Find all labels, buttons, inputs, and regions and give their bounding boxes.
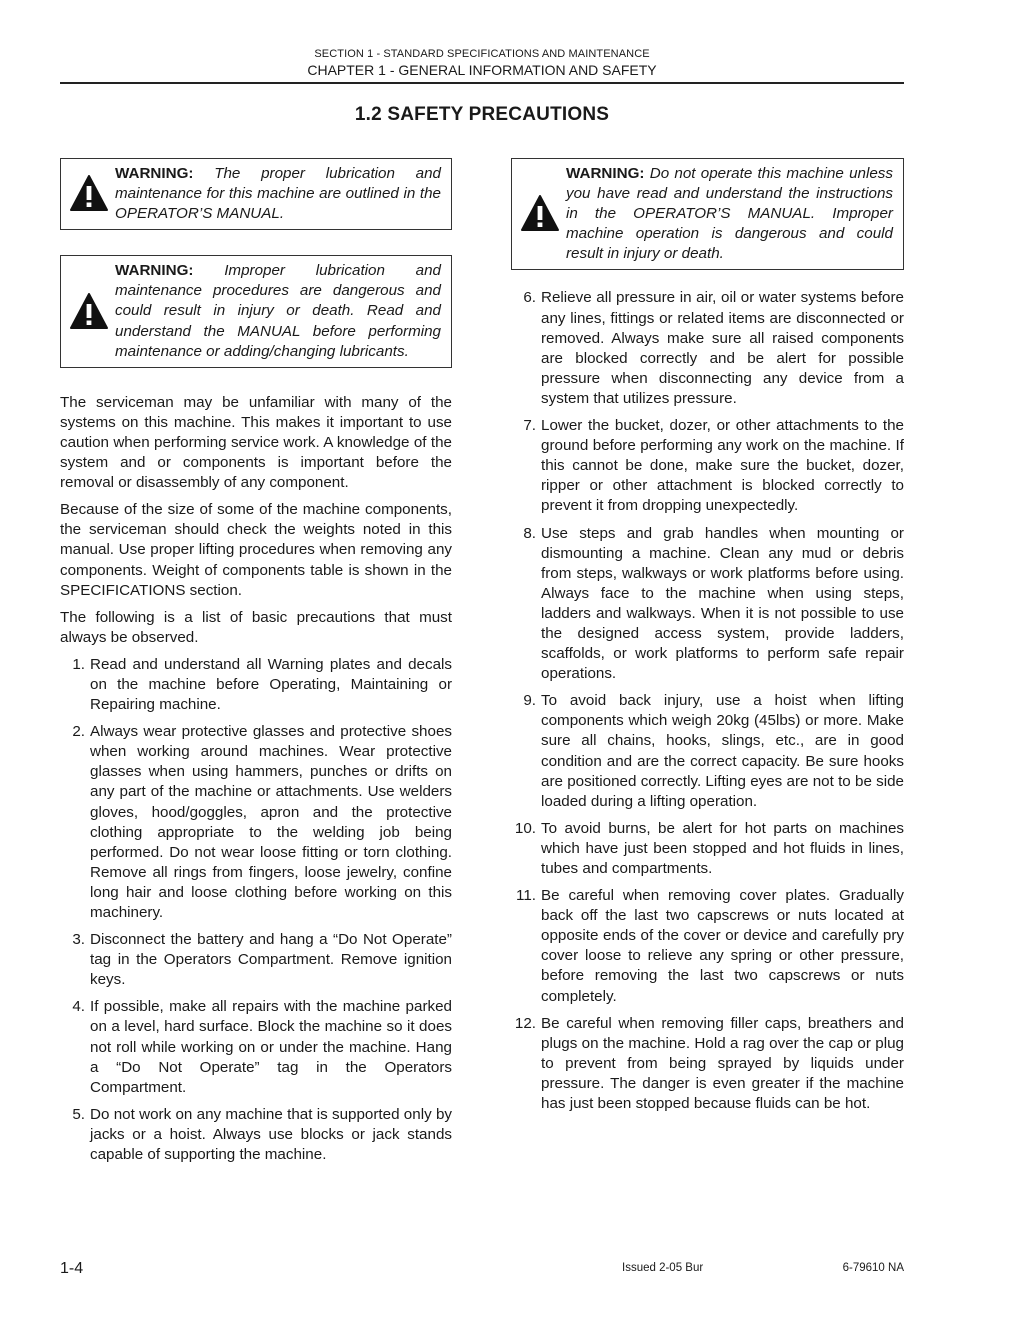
document-number: 6-79610 NA [842,1262,904,1274]
list-item-number: 11. [516,887,536,905]
list-item [60,1105,452,1165]
list-intro-paragraph: The following is a list of basic precautions that must always be observed. [60,608,452,646]
list-item-text: Disconnect the battery and hang a “Do Not Operate” tag in the Operators Compartment. Remove ignition keys. [90,931,452,989]
list-item [511,1014,904,1114]
warning-body: Do not operate this machine unless you have read and understand the instructions in the OPERATOR’S MANUAL. Improper machine operation is dangerous and could result in injury or death. [566,165,893,263]
list-item-text: Do not work on any machine that is supported only by jacks or a hoist. Always use blocks or jack stands capable of supporting the machine. [90,1105,452,1164]
list-item [511,288,904,409]
list-item [511,886,904,1007]
list-item-number: 3. [72,931,85,949]
weights-paragraph: Because of the size of some of the machine components, the serviceman should check the weights noted in this manual. Use proper lifting procedures when removing any components. Weight of components table is shown in the SPECIFICATIONS section. [60,501,452,599]
warning-triangle-icon [69,174,109,212]
warning-text [115,164,441,224]
list-item-number: 6. [523,289,536,307]
warning-box-improper-lubrication [60,255,452,367]
list-item [511,524,904,685]
list-item-text: Lower the bucket, dozer, or other attachments to the ground before performing any work on the machine. If this cannot be done, make sure the bucket, dozer, ripper or other attachment is blocked correctly to prevent it from dropping unexpectedly. [541,417,904,515]
warning-text [115,261,441,361]
right-column [511,158,904,1121]
header-chapter: CHAPTER 1 - GENERAL INFORMATION AND SAFETY [307,62,657,78]
warning-body: Improper lubrication and maintenance procedures are dangerous and could result in injury or death. Read and understand the MANUAL before performing maintenance or adding/changing lubricants. [115,262,441,360]
warning-text [566,164,893,264]
precautions-list-left [60,655,452,1165]
list-item-number: 4. [72,998,85,1016]
warning-label: WARNING: [115,262,194,280]
list-item [511,819,904,879]
warning-box-lubrication [60,158,452,230]
precautions-list-right [511,288,904,1114]
page-title: 1.2 SAFETY PRECAUTIONS [354,104,610,125]
list-item-number: 8. [523,524,536,542]
list-item-number: 7. [523,417,536,435]
warning-body: The proper lubrication and maintenance for this machine are outlined in the OPERATOR’S MANUAL. [115,165,441,223]
list-item-number: 1. [72,655,85,673]
list-item [511,416,904,516]
list-item-text: Read and understand all Warning plates and decals on the machine before Operating, Maintaining or Repairing machine. [90,655,452,714]
list-item-text: To avoid back injury, use a hoist when lifting components which weigh 20kg (45lbs) or more. Make sure all chains, hooks, slings, etc., are in good condition and are the correct capacity. Be sure hooks are positioned correctly. Lifting eyes are not to be side loaded during a lifting operation. [541,692,904,810]
list-item [511,691,904,812]
left-column [60,158,452,1172]
list-item [60,997,452,1097]
list-item-text: If possible, make all repairs with the machine parked on a level, hard surface. Block the machine so it does not roll while working on or under the machine. Hang a “Do Not Operate” tag in the Operators Compartment. [90,998,452,1096]
warning-box-operation [511,158,904,270]
page-number: 1-4 [60,1260,84,1277]
list-item [60,930,452,990]
header-section: SECTION 1 - STANDARD SPECIFICATIONS AND MAINTENANCE [314,48,650,60]
list-item [60,655,452,715]
list-item-number: 2. [72,723,85,741]
list-item-text: Use steps and grab handles when mounting or dismounting a machine. Clean any mud or debris from steps, walkways or work platforms before using. Always face to the machine when using steps, ladders and walkways. When it is not possible to use the designed access system, provide ladders, scaffolds, or work platforms to perform safe repair operations. [541,524,904,683]
warning-triangle-icon [520,194,560,232]
list-item-text: Always wear protective glasses and protective shoes when working around machines. Wear protective glasses when using hammers, punches or drifts on any part of the machine or attachments. Use welders gloves, hood/goggles, apron and the protective clothing appropriate to the welding job being performed. Do not wear loose fitting or torn clothing. Remove all rings from fingers, loose jewelry, confine long hair and loose clothing before working on this machinery. [90,723,452,921]
page-header [60,47,904,79]
list-item-text: Relieve all pressure in air, oil or water systems before any lines, fittings or related items are disconnected or removed. Always make sure all raised components are blocked correctly and be alert for possible pressure when disconnecting any device from a system that utilizes pressure. [541,289,904,407]
header-divider [60,82,904,84]
warning-label: WARNING: [115,165,194,182]
warning-label: WARNING: [566,165,645,182]
list-item-number: 9. [523,692,536,710]
list-item-text: To avoid burns, be alert for hot parts on machines which have just been stopped and hot fluids in lines, tubes and compartments. [541,819,904,877]
list-item-text: Be careful when removing filler caps, breathers and plugs on the machine. Hold a rag over the cap or plug to prevent from being sprayed by liquids under pressure. The danger is even greater if the machine has just been stopped because fluids can be hot. [541,1014,904,1113]
list-item-number: 5. [72,1105,85,1123]
list-item-number: 12. [514,1014,536,1032]
warning-triangle-icon [69,292,109,330]
list-item-number: 10. [514,819,536,837]
list-item [60,722,452,923]
list-item-text: Be careful when removing cover plates. Gradually back off the last two capscrews or nuts located at opposite ends of the cover or device and carefully pry cover loose to relieve any spring or other pressure, before removing the last two capscrews or nuts completely. [541,887,904,1005]
issued-date: Issued 2-05 Bur [622,1262,704,1274]
intro-paragraph: The serviceman may be unfamiliar with many of the systems on this machine. This makes it important to use caution when performing service work. A knowledge of the system and or components is important before the removal or disassembly of any component. [60,393,452,492]
